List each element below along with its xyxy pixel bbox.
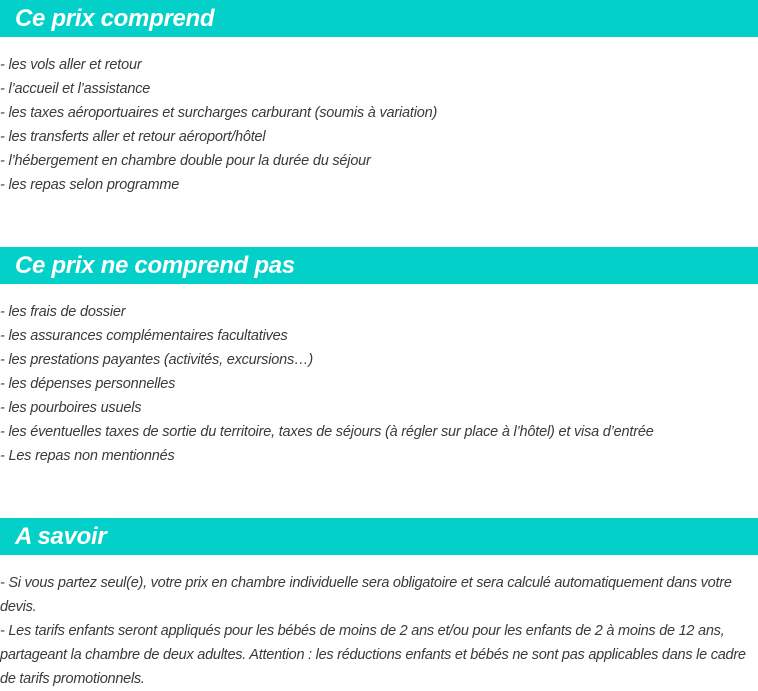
list-item: - l’accueil et l’assistance [0, 81, 151, 97]
list-item: - les pourboires usuels [0, 400, 142, 416]
list-item: - les vols aller et retour [0, 57, 142, 73]
list-item: - les dépenses personnelles [0, 376, 176, 392]
list-item: - les prestations payantes (activités, excursions…) [0, 352, 313, 368]
list-item: - les frais de dossier [0, 304, 126, 320]
excluded-header: Ce prix ne comprend pas [0, 247, 758, 284]
list-item: - les repas selon programme [0, 177, 180, 193]
list-item: - les transferts aller et retour aéroport/hôtel [0, 129, 266, 145]
list-item: - les assurances complémentaires facultatives [0, 328, 288, 344]
list-item: - les éventuelles taxes de sortie du territoire, taxes de séjours (à régler sur place à l’hôtel) et visa d’entrée [0, 424, 654, 440]
included-section [0, 0, 758, 197]
good-to-know-header: A savoir [0, 518, 758, 555]
good-to-know-section [0, 518, 758, 691]
list-item: - l’hébergement en chambre double pour la durée du séjour [0, 153, 371, 169]
included-header: Ce prix comprend [0, 0, 758, 37]
list-item: - Les repas non mentionnés [0, 448, 175, 464]
included-list [0, 53, 758, 197]
list-item: - les taxes aéroportuaires et surcharges carburant (soumis à variation) [0, 105, 438, 121]
note-paragraph: - Les tarifs enfants seront appliqués pour les bébés de moins de 2 ans et/ou pour les enfants de 2 à moins de 12 ans, partageant la chambre de deux adultes. Attention : les réductions enfants et bébés ne sont pas applicables dans le cadre de tarifs promotionnels. [0, 623, 746, 687]
excluded-list [0, 300, 758, 468]
note-paragraph: - Si vous partez seul(e), votre prix en chambre individuelle sera obligatoire et sera calculé automatiquement dans votre devis. [0, 575, 732, 615]
excluded-section [0, 247, 758, 468]
